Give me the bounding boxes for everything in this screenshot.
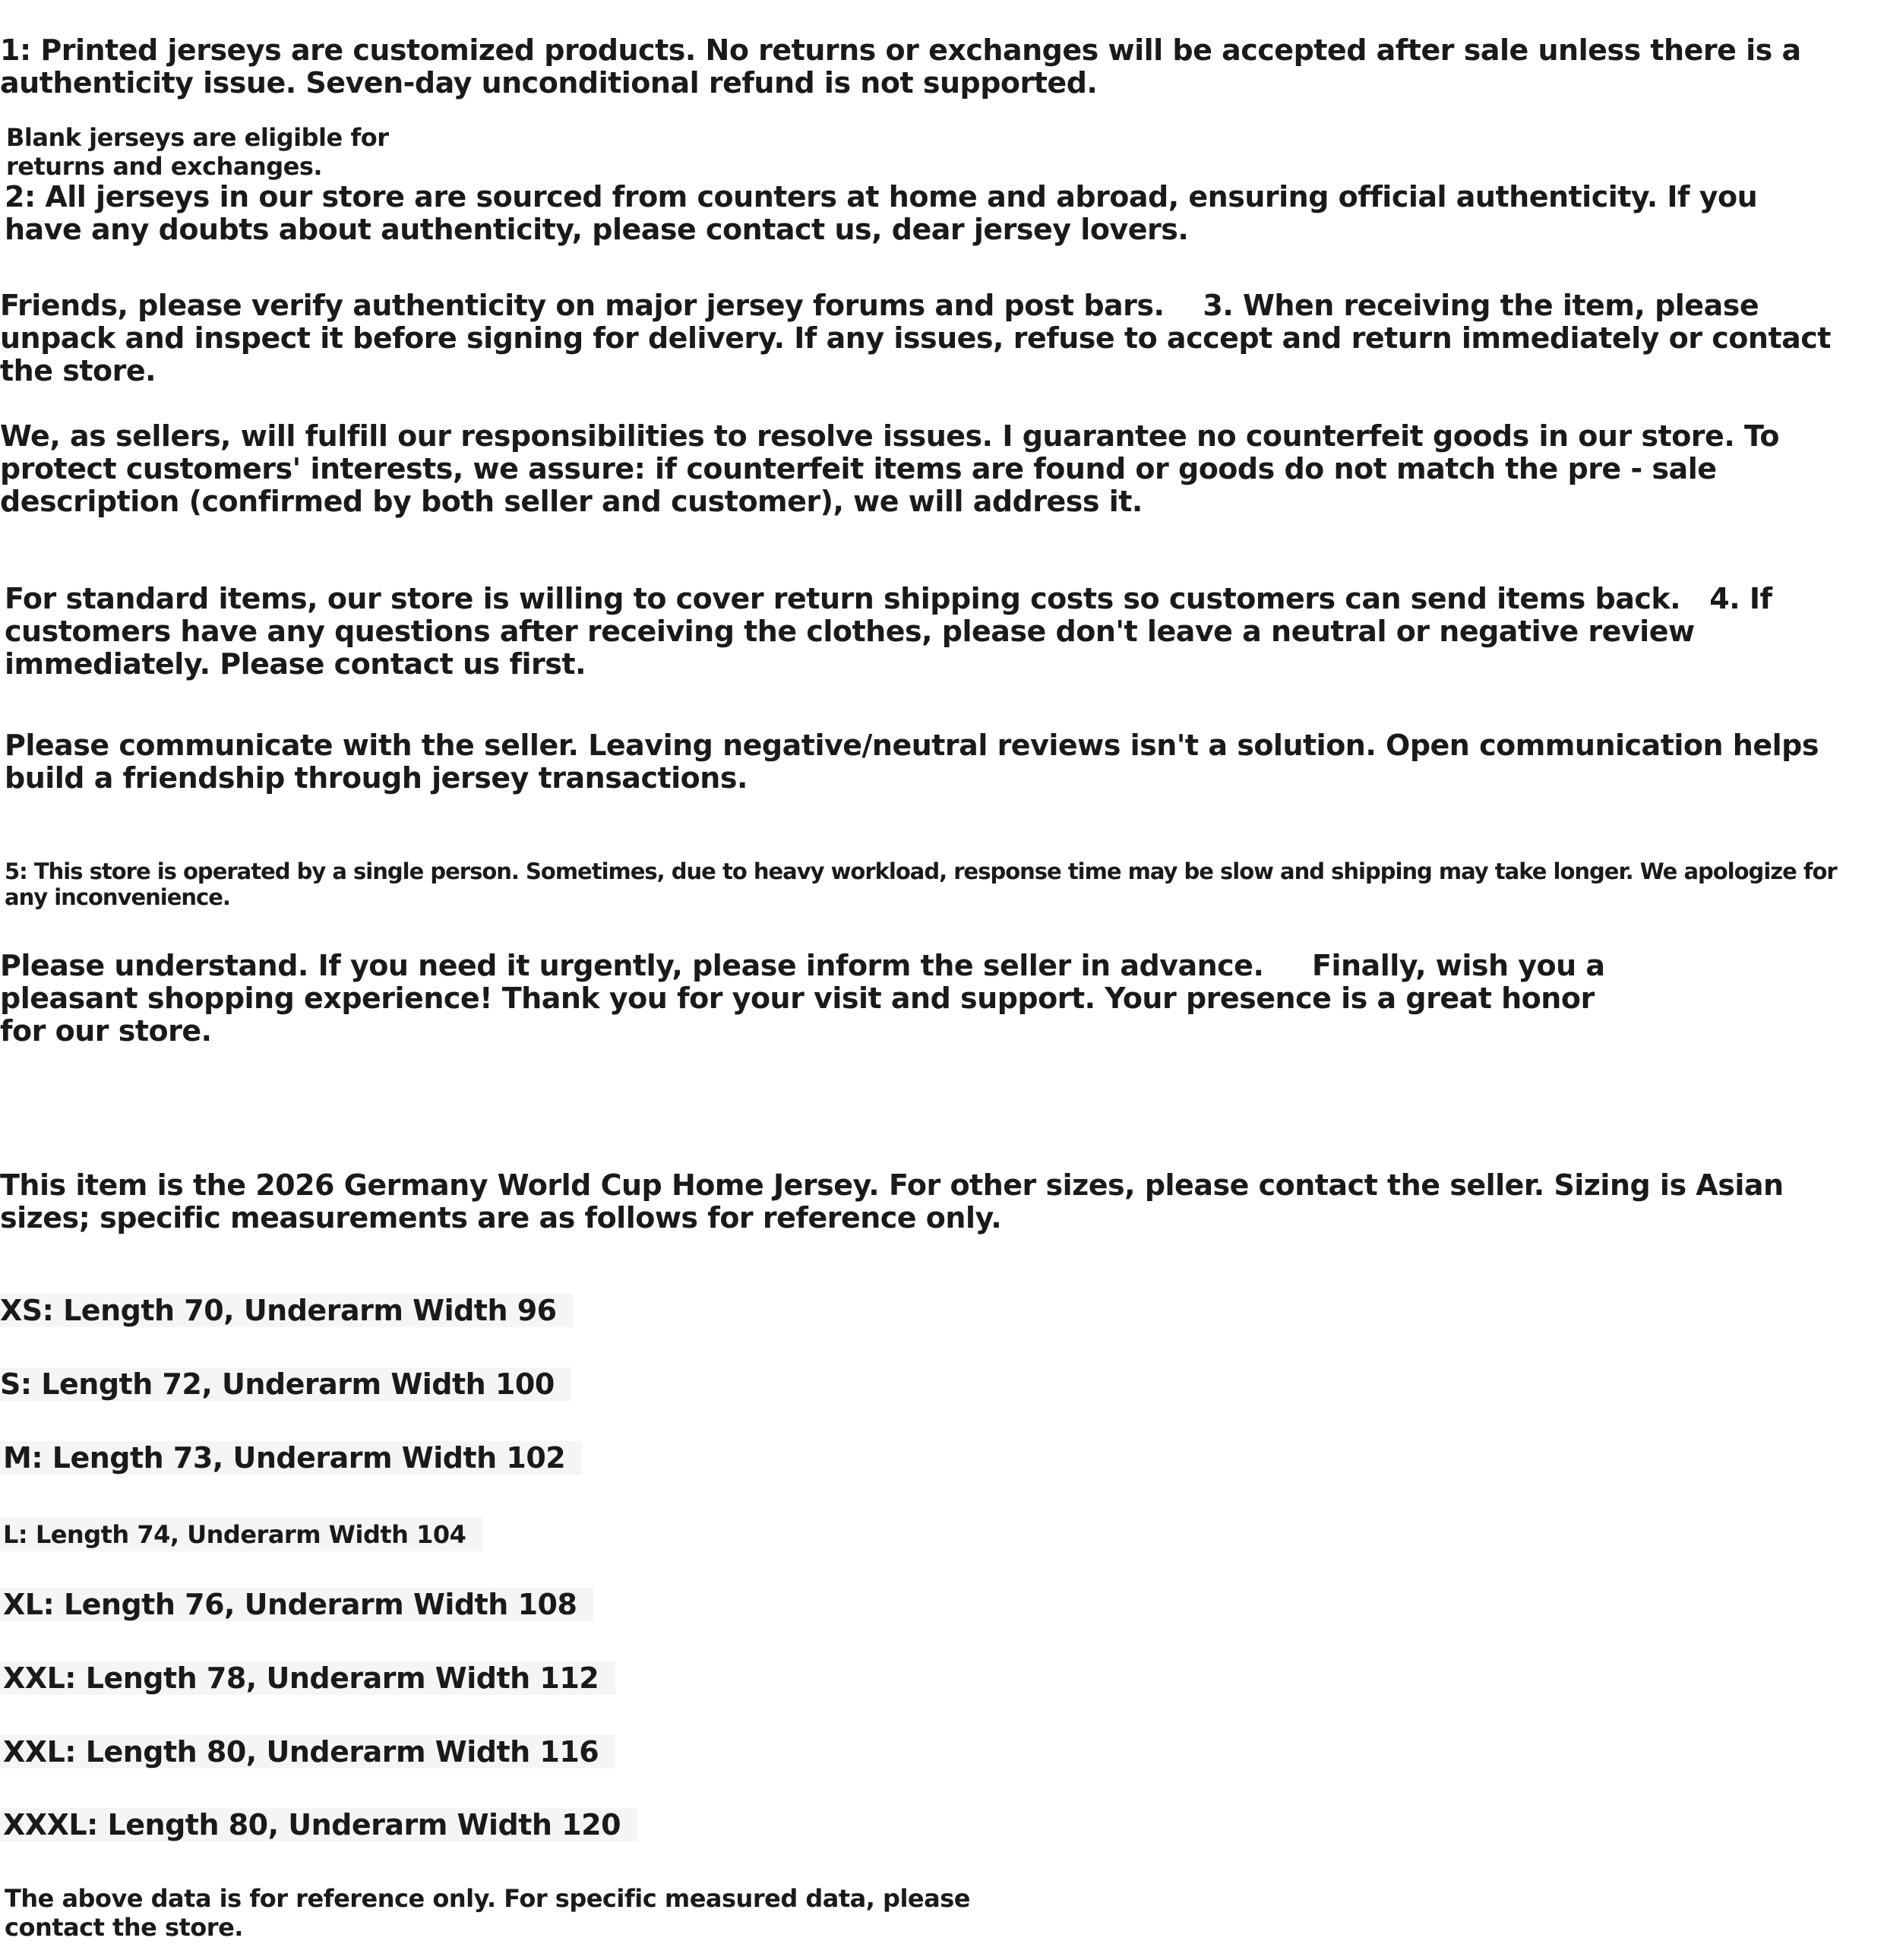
size-row-xs: XS: Length 70, Underarm Width 96 bbox=[0, 1294, 574, 1327]
policy-single-operator: 5: This store is operated by a single person. Sometimes, due to heavy workload, response time may be slow and shipping may take longer. We apologize for any inconvenience. bbox=[5, 858, 1844, 910]
size-row-xl: XL: Length 76, Underarm Width 108 bbox=[0, 1588, 593, 1621]
size-chart-footnote: The above data is for reference only. For specific measured data, please contact the store. bbox=[5, 1884, 978, 1942]
policy-communication: Please communicate with the seller. Leaving negative/neutral reviews isn't a solution. Open communication helps build a friendship through jersey transactions. bbox=[5, 729, 1829, 795]
size-row-xxxl: XXXL: Length 80, Underarm Width 120 bbox=[0, 1808, 637, 1841]
size-row-xxl: XXL: Length 78, Underarm Width 112 bbox=[0, 1661, 615, 1695]
size-row-xxl-2: XXL: Length 80, Underarm Width 116 bbox=[0, 1735, 615, 1769]
size-row-m: M: Length 73, Underarm Width 102 bbox=[0, 1441, 582, 1475]
policy-closing: Please understand. If you need it urgently, please inform the seller in advance. Finally, wish you a pleasant shopping experience! Thank you for your visit and support. Your presence is a great honor for our store. bbox=[0, 949, 1615, 1048]
item-description: This item is the 2026 Germany World Cup Home Jersey. For other sizes, please contact the seller. Sizing is Asian sizes; specific measurements are as follows for reference only. bbox=[0, 1168, 1794, 1234]
policy-authenticity: 2: All jerseys in our store are sourced from counters at home and abroad, ensuring official authenticity. If you have any doubts about authenticity, please contact us, dear jersey lovers. bbox=[5, 180, 1767, 246]
size-row-s: S: Length 72, Underarm Width 100 bbox=[0, 1367, 571, 1401]
policy-review: For standard items, our store is willing to cover return shipping costs so customers can send items back. 4. If customers have any questions after receiving the clothes, please don't leave a neutral or negative review immediately. Please contact us first. bbox=[5, 582, 1782, 681]
policy-inspection: Friends, please verify authenticity on major jersey forums and post bars. 3. When receiving the item, please unpack and inspect it before signing for delivery. If any issues, refuse to accept and return immediately or contact the store. bbox=[0, 289, 1841, 387]
policy-returns-printed: 1: Printed jerseys are customized products. No returns or exchanges will be accepted after sale unless there is a authenticity issue. Seven-day unconditional refund is not supported. bbox=[0, 33, 1811, 100]
size-row-l: L: Length 74, Underarm Width 104 bbox=[0, 1518, 482, 1551]
policy-responsibility: We, as sellers, will fulfill our responsibilities to resolve issues. I guarantee no counterfeit goods in our store. To protect customers' interests, we assure: if counterfeit items are found or goods do not match the pre - sale description (confirmed by both seller and customer), we will address it. bbox=[0, 419, 1789, 518]
policy-returns-blank: Blank jerseys are eligible for returns and exchanges. bbox=[6, 123, 397, 181]
